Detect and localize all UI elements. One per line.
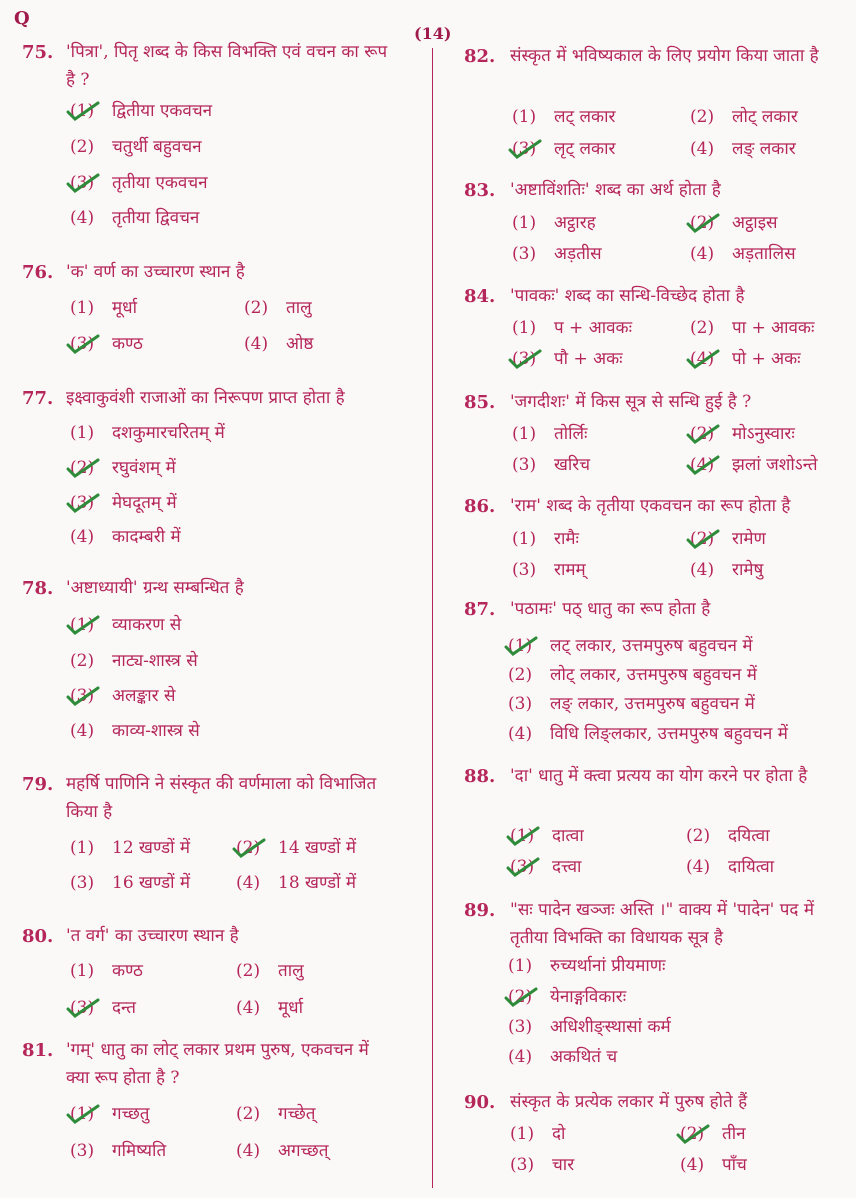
option-number: (2)	[686, 826, 711, 846]
answer-option[interactable]	[508, 662, 757, 688]
option-text: पा + आवकः	[732, 318, 815, 338]
option-number: (1)	[512, 318, 537, 338]
option-text: येनाङ्गविकारः	[550, 987, 627, 1007]
answer-tick-mark	[686, 348, 720, 370]
question-text: 'क' वर्ण का उच्चारण स्थान है	[66, 262, 245, 282]
option-number: (4)	[690, 455, 715, 475]
answer-tick-mark	[66, 172, 100, 194]
option-text: लट् लकार, उत्तमपुरुष बहुवचन में	[550, 636, 753, 656]
option-number: (2)	[690, 529, 715, 549]
option-number: (4)	[244, 334, 269, 354]
option-number: (4)	[508, 1047, 533, 1067]
option-text: रघुवंशम् में	[112, 458, 176, 478]
answer-option[interactable]	[70, 835, 190, 861]
answer-option[interactable]	[244, 295, 312, 321]
question-text: 'गम्' धातु का लोट् लकार प्रथम पुरुष, एकवचन में क्या रूप होता है ?	[66, 1040, 369, 1088]
option-text: खरिच	[554, 455, 591, 475]
answer-option[interactable]	[512, 557, 586, 583]
answer-option[interactable]	[512, 315, 632, 341]
answer-option[interactable]	[512, 104, 615, 130]
option-text: रामैः	[554, 529, 579, 549]
option-text: रामेण	[732, 529, 766, 549]
option-number: (1)	[508, 636, 533, 656]
option-text: अड़तीस	[554, 244, 602, 264]
question-text: संस्कृत में भविष्यकाल के लिए प्रयोग किया जाता है	[510, 46, 819, 66]
answer-option[interactable]	[70, 870, 190, 896]
question-text: 'अष्टाविंशतिः' शब्द का अर्थ होता है	[510, 180, 721, 200]
option-number: (2)	[690, 424, 715, 444]
option-text: दन्त	[112, 998, 136, 1018]
question-text: इक्ष्वाकुवंशी राजाओं का निरूपण प्राप्त होता है	[66, 388, 345, 408]
option-text: ओष्ठ	[286, 334, 314, 354]
question-number: 82.	[464, 46, 496, 67]
option-number: (4)	[236, 873, 261, 893]
option-number: (3)	[508, 694, 533, 714]
question-number: 80.	[22, 926, 54, 947]
answer-option[interactable]	[686, 823, 770, 849]
answer-tick-mark	[66, 492, 100, 514]
option-text: कण्ठ	[112, 334, 143, 354]
answer-option[interactable]	[70, 524, 181, 550]
answer-option[interactable]	[690, 315, 814, 341]
option-text: तृतीया एकवचन	[112, 173, 208, 193]
answer-tick-mark	[686, 528, 720, 550]
option-number: (3)	[512, 139, 537, 159]
answer-option[interactable]	[70, 295, 137, 321]
option-number: (1)	[70, 423, 95, 443]
option-number: (4)	[680, 1155, 705, 1175]
answer-tick-mark	[504, 635, 538, 657]
option-number: (2)	[244, 298, 269, 318]
option-text: अगच्छत्	[278, 1141, 329, 1161]
option-number: (2)	[70, 137, 95, 157]
question-text: 'त वर्ग' का उच्चारण स्थान है	[66, 926, 239, 946]
option-text: दात्वा	[552, 826, 584, 846]
option-number: (1)	[512, 424, 537, 444]
option-text: 14 खण्डों में	[278, 838, 357, 858]
option-number: (3)	[512, 560, 537, 580]
question-text: 'राम' शब्द के तृतीया एकवचन का रूप होता है	[510, 496, 791, 516]
option-number: (4)	[70, 527, 95, 547]
answer-tick-mark	[232, 837, 266, 859]
question-number: 88.	[464, 766, 496, 787]
option-text: झलां जशोऽन्ते	[732, 455, 818, 475]
question-number: 84.	[464, 286, 496, 307]
option-number: (1)	[512, 213, 537, 233]
question-text: महर्षि पाणिनि ने संस्कृत की वर्णमाला को विभाजित किया है	[66, 774, 377, 822]
answer-option[interactable]	[508, 691, 755, 717]
answer-option[interactable]	[510, 1121, 565, 1147]
question-number: 79.	[22, 774, 54, 795]
answer-option[interactable]	[70, 1138, 166, 1164]
answer-option[interactable]	[508, 721, 788, 747]
option-text: द्वितीया एकवचन	[112, 101, 213, 121]
option-text: चतुर्थी बहुवचन	[112, 137, 202, 157]
option-text: गच्छेत्	[278, 1104, 316, 1124]
page-number: (14)	[414, 24, 452, 43]
option-text: अलङ्कार से	[112, 686, 176, 706]
answer-option[interactable]	[70, 958, 143, 984]
answer-option[interactable]	[508, 953, 666, 979]
answer-tick-mark	[686, 423, 720, 445]
series-label: Q	[14, 8, 30, 29]
answer-tick-mark	[66, 100, 100, 122]
option-number: (2)	[236, 961, 261, 981]
answer-option[interactable]	[512, 452, 590, 478]
answer-tick-mark	[66, 997, 100, 1019]
option-text: पो + अकः	[732, 349, 801, 369]
answer-tick-mark	[686, 454, 720, 476]
option-number: (2)	[690, 107, 715, 127]
option-number: (3)	[70, 173, 95, 193]
option-text: रामम्	[554, 560, 586, 580]
answer-option[interactable]	[236, 870, 356, 896]
answer-option[interactable]	[236, 1138, 328, 1164]
option-number: (2)	[236, 1104, 261, 1124]
answer-option[interactable]	[70, 134, 202, 160]
question-text: 'पठामः' पठ् धातु का रूप होता है	[510, 599, 711, 619]
option-text: मूर्धा	[112, 298, 138, 318]
option-text: रामेषु	[732, 560, 764, 580]
option-number: (4)	[690, 139, 715, 159]
option-number: (4)	[70, 721, 95, 741]
option-text: दत्त्वा	[552, 857, 582, 877]
option-text: तोर्लिः	[554, 424, 588, 444]
option-text: मेघदूतम् में	[112, 493, 177, 513]
option-number: (3)	[70, 686, 95, 706]
option-text: दो	[552, 1124, 566, 1144]
option-number: (1)	[70, 101, 95, 121]
option-text: लङ् लकार	[732, 139, 796, 159]
option-number: (4)	[686, 857, 711, 877]
option-number: (3)	[70, 334, 95, 354]
option-text: काव्य-शास्त्र से	[112, 721, 200, 741]
option-number: (4)	[508, 724, 533, 744]
option-text: लट् लकार	[554, 107, 616, 127]
question-text: संस्कृत के प्रत्येक लकार में पुरुष होते हैं	[510, 1092, 748, 1112]
answer-tick-mark	[508, 348, 542, 370]
option-text: अधिशीङ्स्थासां कर्म	[550, 1017, 671, 1037]
answer-option[interactable]	[690, 136, 796, 162]
answer-tick-mark	[66, 685, 100, 707]
answer-option[interactable]	[70, 420, 225, 446]
option-text: रुच्यर्थानां प्रीयमाणः	[550, 956, 666, 976]
answer-tick-mark	[66, 614, 100, 636]
option-number: (2)	[680, 1124, 705, 1144]
option-text: पाँच	[722, 1155, 747, 1175]
option-number: (3)	[70, 493, 95, 513]
option-text: कादम्बरी में	[112, 527, 181, 547]
option-number: (2)	[70, 458, 95, 478]
option-number: (1)	[70, 961, 95, 981]
option-text: गमिष्यति	[112, 1141, 167, 1161]
option-text: 12 खण्डों में	[112, 838, 191, 858]
option-text: अट्ठारह	[554, 213, 596, 233]
question-number: 78.	[22, 578, 54, 599]
option-text: पौ + अकः	[554, 349, 623, 369]
answer-tick-mark	[66, 457, 100, 479]
option-text: दयित्वा	[728, 826, 770, 846]
question-number: 81.	[22, 1040, 54, 1061]
answer-option[interactable]	[512, 526, 579, 552]
option-number: (1)	[70, 615, 95, 635]
option-number: (1)	[70, 298, 95, 318]
option-text: नाट्य-शास्त्र से	[112, 651, 198, 671]
option-number: (3)	[508, 1017, 533, 1037]
option-text: 16 खण्डों में	[112, 873, 191, 893]
answer-tick-mark	[686, 212, 720, 234]
option-text: अट्ठाइस	[732, 213, 778, 233]
answer-tick-mark	[506, 856, 540, 878]
answer-tick-mark	[504, 986, 538, 1008]
option-text: लङ् लकार, उत्तमपुरुष बहुवचन में	[550, 694, 755, 714]
option-text: तालु	[286, 298, 312, 318]
answer-tick-mark	[66, 1103, 100, 1125]
question-text: "सः पादेन खञ्जः अस्ति ।" वाक्य में 'पादेन' पद में तृतीया विभक्ति का विधायक सूत्र है	[510, 900, 815, 948]
answer-option[interactable]	[510, 1152, 574, 1178]
answer-option[interactable]	[686, 854, 774, 880]
answer-option[interactable]	[508, 1014, 671, 1040]
option-number: (3)	[510, 1155, 535, 1175]
option-number: (3)	[70, 873, 95, 893]
option-text: तीन	[722, 1124, 746, 1144]
option-text: लृट् लकार	[554, 139, 616, 159]
option-number: (1)	[510, 826, 535, 846]
option-number: (1)	[512, 107, 537, 127]
option-text: तालु	[278, 961, 304, 981]
option-number: (3)	[512, 455, 537, 475]
answer-option[interactable]	[512, 421, 587, 447]
answer-option[interactable]	[70, 718, 200, 744]
option-text: गच्छतु	[112, 1104, 150, 1124]
option-text: व्याकरण से	[112, 615, 182, 635]
option-number: (2)	[508, 987, 533, 1007]
option-number: (2)	[690, 318, 715, 338]
option-text: लोट् लकार, उत्तमपुरुष बहुवचन में	[550, 665, 757, 685]
option-text: तृतीया द्विवचन	[112, 208, 200, 228]
answer-option[interactable]	[508, 633, 753, 659]
answer-option[interactable]	[680, 1152, 747, 1178]
answer-option[interactable]	[70, 205, 199, 231]
option-text: दायित्वा	[728, 857, 775, 877]
option-number: (3)	[70, 1141, 95, 1161]
answer-tick-mark	[66, 333, 100, 355]
answer-option[interactable]	[512, 241, 602, 267]
question-text: 'दा' धातु में क्त्वा प्रत्यय का योग करने पर होता है	[510, 766, 808, 786]
answer-tick-mark	[506, 825, 540, 847]
option-number: (1)	[512, 529, 537, 549]
option-number: (1)	[70, 838, 95, 858]
question-text: 'अष्टाध्यायी' ग्रन्थ सम्बन्धित है	[66, 578, 244, 598]
question-number: 75.	[22, 42, 54, 63]
question-number: 83.	[464, 180, 496, 201]
option-number: (4)	[690, 560, 715, 580]
option-text: चार	[552, 1155, 575, 1175]
option-number: (3)	[512, 244, 537, 264]
answer-tick-mark	[676, 1123, 710, 1145]
option-text: मूर्धा	[278, 998, 304, 1018]
question-number: 89.	[464, 900, 496, 921]
question-text: 'पित्रा', पितृ शब्द के किस विभक्ति एवं वचन का रूप है ?	[66, 42, 388, 90]
option-number: (3)	[510, 857, 535, 877]
option-number: (2)	[70, 651, 95, 671]
question-number: 90.	[464, 1092, 496, 1113]
option-number: (1)	[510, 1124, 535, 1144]
answer-option[interactable]	[244, 331, 313, 357]
answer-option[interactable]	[236, 1101, 315, 1127]
question-text: 'पावकः' शब्द का सन्धि-विच्छेद होता है	[510, 286, 745, 306]
option-text: कण्ठ	[112, 961, 143, 981]
option-number: (3)	[70, 998, 95, 1018]
option-number: (2)	[508, 665, 533, 685]
answer-option[interactable]	[690, 557, 763, 583]
option-number: (4)	[70, 208, 95, 228]
option-text: प + आवकः	[554, 318, 633, 338]
option-number: (4)	[236, 1141, 261, 1161]
question-number: 86.	[464, 496, 496, 517]
option-text: 18 खण्डों में	[278, 873, 357, 893]
option-number: (3)	[512, 349, 537, 369]
answer-option[interactable]	[512, 210, 596, 236]
answer-option[interactable]	[508, 1044, 617, 1070]
answer-option[interactable]	[690, 241, 796, 267]
question-number: 77.	[22, 388, 54, 409]
option-number: (2)	[690, 213, 715, 233]
option-number: (4)	[236, 998, 261, 1018]
option-number: (4)	[690, 349, 715, 369]
question-number: 76.	[22, 262, 54, 283]
option-text: दशकुमारचरितम् में	[112, 423, 225, 443]
answer-option[interactable]	[70, 648, 198, 674]
option-text: लोट् लकार	[732, 107, 798, 127]
option-number: (1)	[508, 956, 533, 976]
option-number: (1)	[70, 1104, 95, 1124]
option-number: (4)	[690, 244, 715, 264]
option-text: अकथितं च	[550, 1047, 618, 1067]
answer-option[interactable]	[236, 958, 304, 984]
answer-tick-mark	[508, 138, 542, 160]
option-text: अड़तालिस	[732, 244, 796, 264]
column-divider	[432, 48, 433, 1188]
question-number: 85.	[464, 392, 496, 413]
answer-option[interactable]	[236, 995, 303, 1021]
answer-option[interactable]	[690, 104, 798, 130]
option-number: (2)	[236, 838, 261, 858]
question-number: 87.	[464, 599, 496, 620]
option-text: मोऽनुस्वारः	[732, 424, 795, 444]
option-text: विधि लिङ्लकार, उत्तमपुरुष बहुवचन में	[550, 724, 788, 744]
question-text: 'जगदीशः' में किस सूत्र से सन्धि हुई है ?	[510, 392, 752, 412]
